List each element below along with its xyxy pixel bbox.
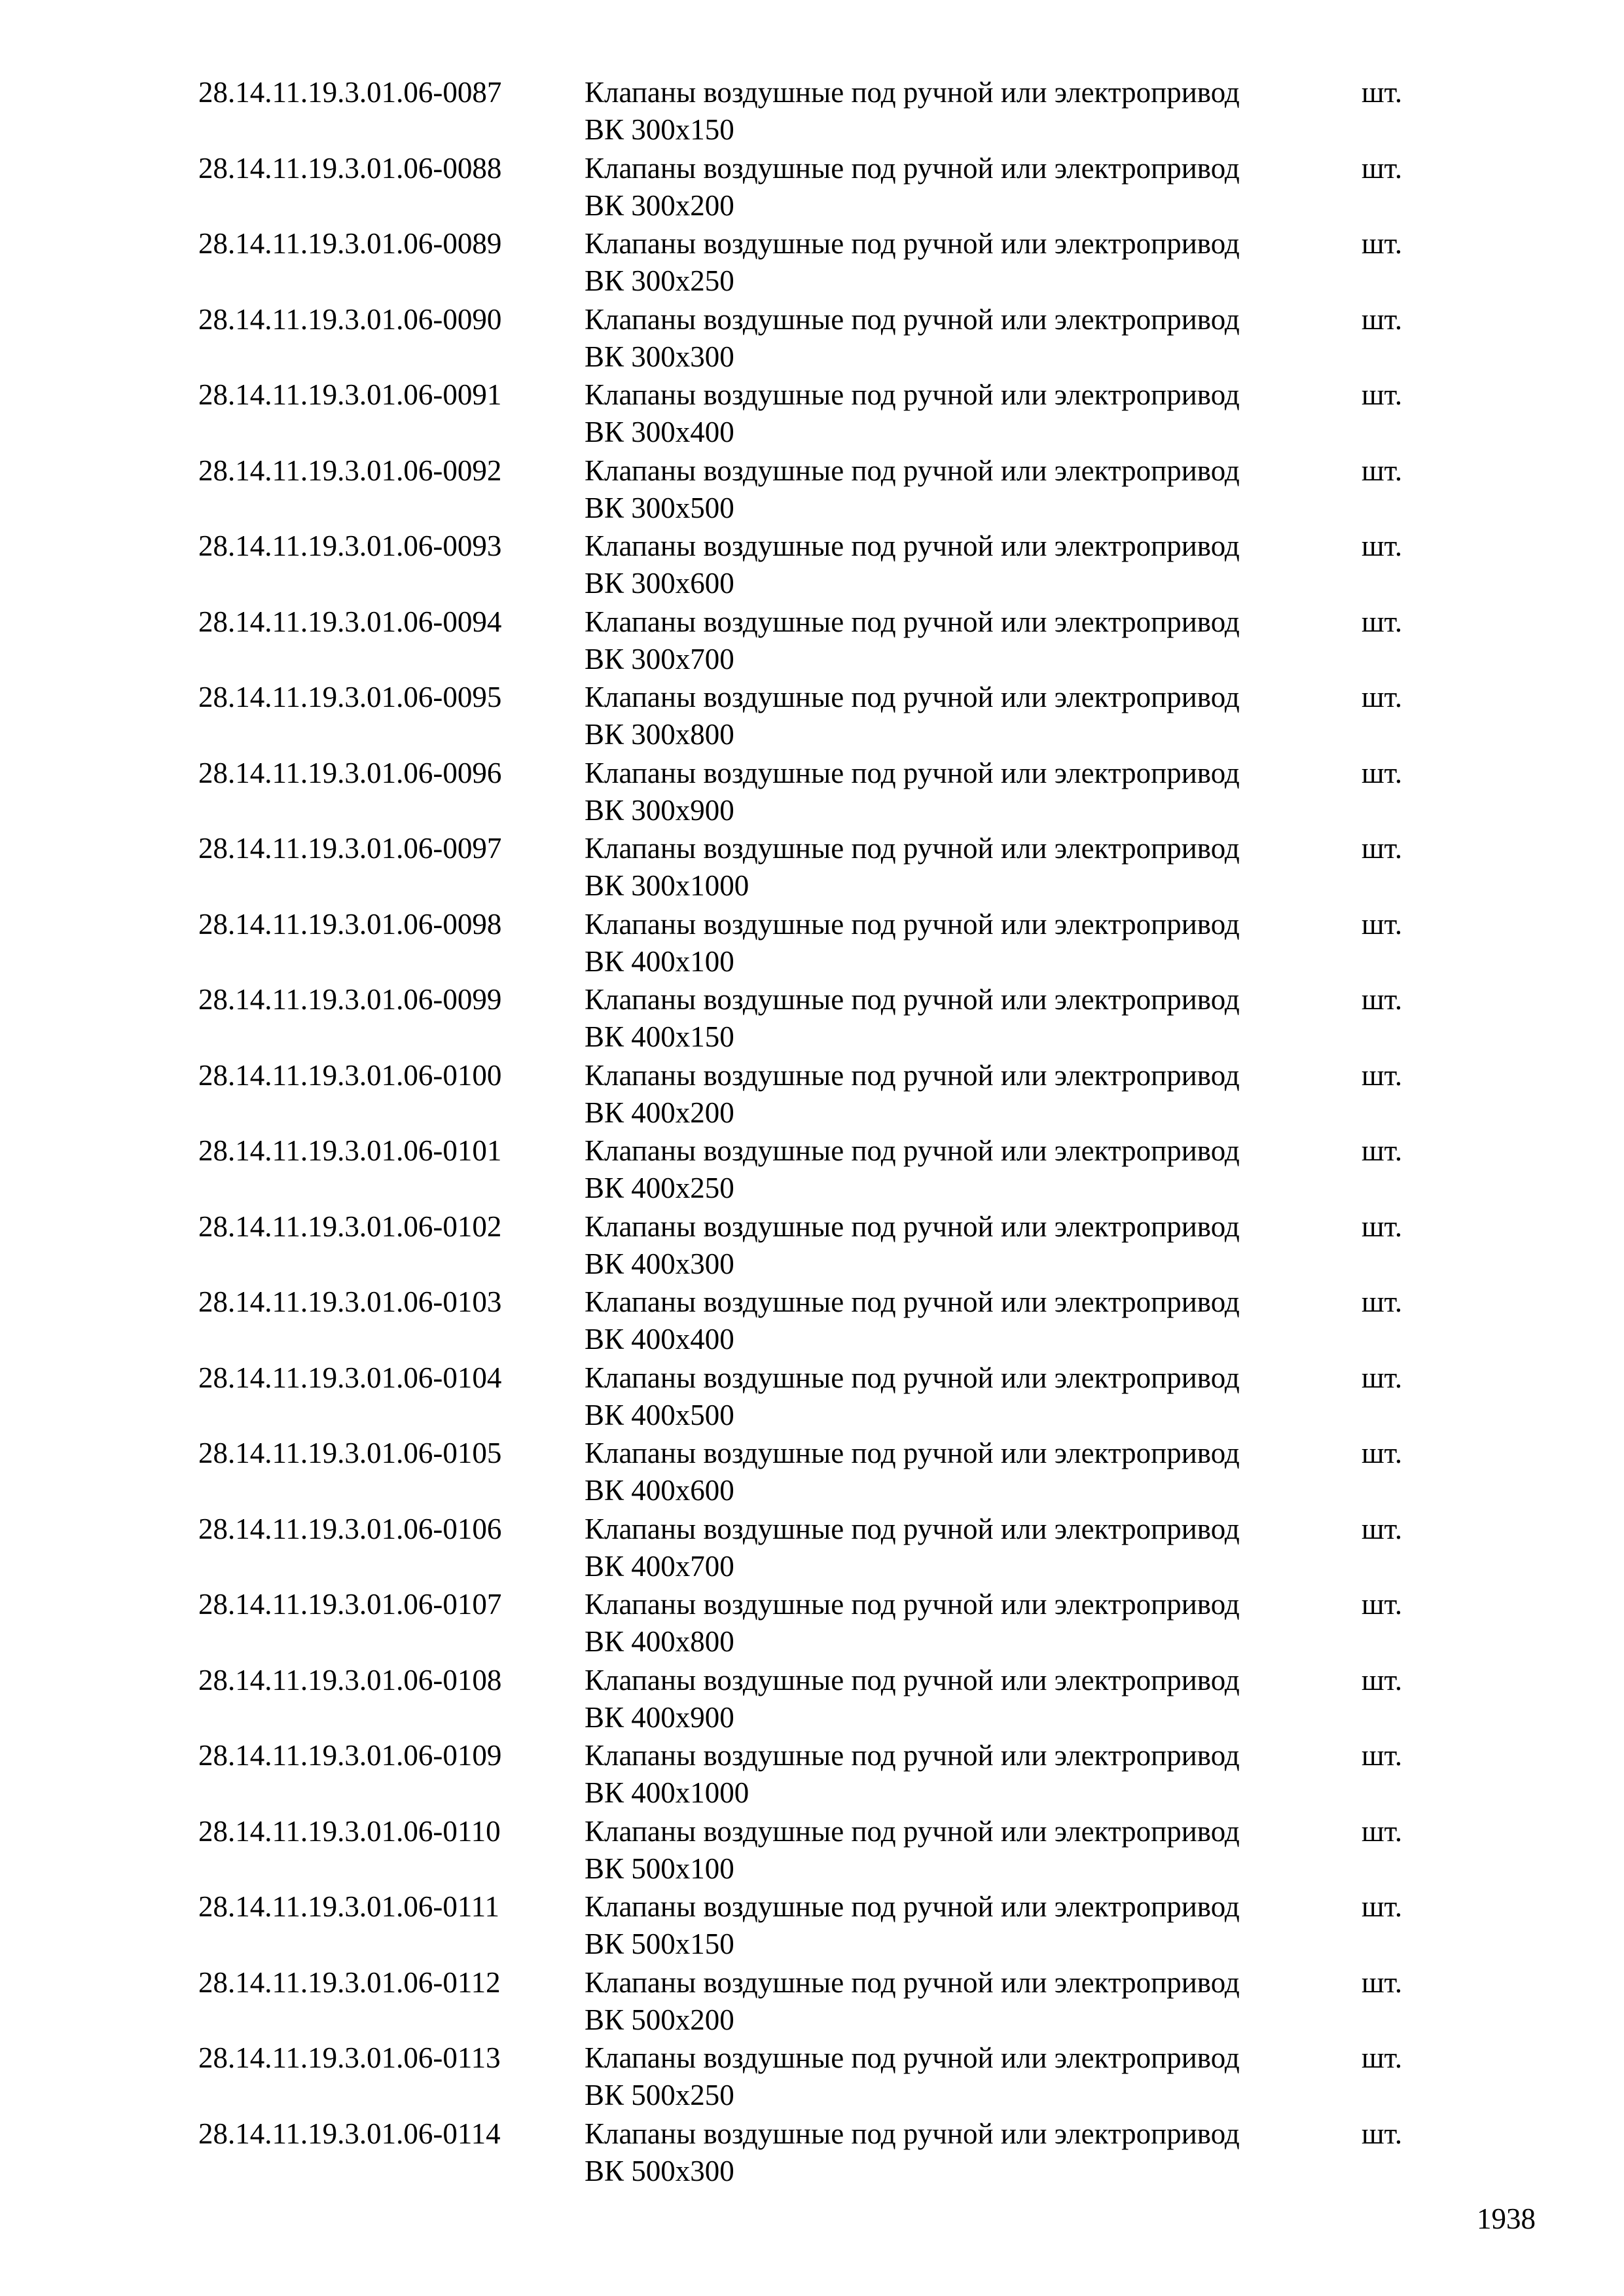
list-item [0,74,1624,150]
item-unit: шт. [1362,756,1403,789]
item-unit: шт. [1362,2041,1403,2074]
item-description [585,452,1240,527]
item-unit: шт. [1362,454,1403,487]
item-description [585,1737,1240,1812]
item-model: ВК 300х700 [585,642,734,675]
item-unit: шт. [1362,1588,1403,1621]
list-item [0,225,1624,301]
list-item [0,755,1624,831]
item-description [585,1283,1240,1358]
item-description-text: Клапаны воздушные под ручной или электропривод [585,454,1240,487]
list-item [0,1359,1624,1435]
item-unit: шт. [1362,1965,1403,1999]
list-item [0,906,1624,982]
item-unit: шт. [1362,151,1403,185]
item-model: ВК 300х600 [585,567,734,600]
item-code: 28.14.11.19.3.01.06-0101 [198,1134,502,1167]
item-unit: шт. [1362,1739,1403,1772]
item-code: 28.14.11.19.3.01.06-0107 [198,1588,502,1621]
item-description-text: Клапаны воздушные под ручной или электропривод [585,1739,1240,1772]
list-item [0,1737,1624,1813]
item-code: 28.14.11.19.3.01.06-0113 [198,2041,501,2074]
item-unit: шт. [1362,302,1403,336]
list-item [0,679,1624,755]
item-code: 28.14.11.19.3.01.06-0102 [198,1210,502,1243]
item-model: ВК 300х200 [585,188,734,222]
item-description [585,74,1240,149]
list-item [0,1511,1624,1587]
item-code: 28.14.11.19.3.01.06-0090 [198,302,502,336]
item-unit: шт. [1362,1663,1403,1696]
list-item [0,301,1624,377]
item-description [585,906,1240,980]
list-item [0,1662,1624,1738]
item-description-text: Клапаны воздушные под ручной или электропривод [585,907,1240,941]
item-code: 28.14.11.19.3.01.06-0109 [198,1739,502,1772]
item-code: 28.14.11.19.3.01.06-0089 [198,227,502,260]
item-unit: шт. [1362,605,1403,638]
item-description [585,1435,1240,1509]
item-description-text: Клапаны воздушные под ручной или электропривод [585,1512,1240,1545]
item-description [585,603,1240,678]
item-description-text: Клапаны воздушные под ручной или электропривод [585,1134,1240,1167]
list-item [0,528,1624,603]
item-description [585,755,1240,829]
item-code: 28.14.11.19.3.01.06-0112 [198,1965,501,1999]
item-model: ВК 300х500 [585,491,734,524]
item-description [585,1132,1240,1207]
item-description [585,830,1240,905]
item-code: 28.14.11.19.3.01.06-0087 [198,76,502,109]
item-unit: шт. [1362,1210,1403,1243]
resource-list [0,74,1624,2191]
item-description-text: Клапаны воздушные под ручной или электропривод [585,681,1240,713]
item-description-text: Клапаны воздушные под ручной или электропривод [585,529,1240,562]
list-item [0,1435,1624,1511]
item-code: 28.14.11.19.3.01.06-0097 [198,832,502,865]
item-model: ВК 400х900 [585,1700,734,1734]
item-unit: шт. [1362,1058,1403,1092]
item-model: ВК 400х200 [585,1096,734,1129]
item-description [585,301,1240,376]
item-unit: шт. [1362,907,1403,941]
item-model: ВК 400х500 [585,1398,734,1431]
list-item [0,1283,1624,1359]
item-description-text: Клапаны воздушные под ручной или электропривод [585,1663,1240,1696]
item-model: ВК 300х250 [585,264,734,297]
item-code: 28.14.11.19.3.01.06-0105 [198,1437,502,1469]
item-unit: шт. [1362,76,1403,109]
item-model: ВК 400х250 [585,1172,734,1204]
list-item [0,150,1624,226]
item-code: 28.14.11.19.3.01.06-0108 [198,1663,502,1696]
item-description-text: Клапаны воздушные под ручной или электропривод [585,151,1240,185]
item-unit: шт. [1362,2117,1403,2150]
item-description [585,1813,1240,1888]
list-item [0,376,1624,452]
list-item [0,1057,1624,1133]
item-unit: шт. [1362,681,1403,713]
item-code: 28.14.11.19.3.01.06-0098 [198,907,502,941]
item-unit: шт. [1362,1814,1403,1848]
item-description-text: Клапаны воздушные под ручной или электропривод [585,605,1240,638]
item-description [585,1662,1240,1736]
item-code: 28.14.11.19.3.01.06-0114 [198,2117,501,2150]
list-item [0,830,1624,906]
item-model: ВК 400х150 [585,1020,734,1053]
item-model: ВК 300х150 [585,113,734,146]
item-description-text: Клапаны воздушные под ручной или электропривод [585,1361,1240,1394]
item-code: 28.14.11.19.3.01.06-0093 [198,529,502,562]
item-description [585,981,1240,1056]
item-description [585,2039,1240,2114]
item-description-text: Клапаны воздушные под ручной или электропривод [585,983,1240,1016]
item-model: ВК 300х400 [585,416,734,448]
item-description-text: Клапаны воздушные под ручной или электропривод [585,378,1240,411]
item-model: ВК 300х900 [585,793,734,827]
item-description-text: Клапаны воздушные под ручной или электропривод [585,1814,1240,1848]
item-model: ВК 300х1000 [585,869,749,902]
item-description-text: Клапаны воздушные под ручной или электропривод [585,1890,1240,1923]
item-unit: шт. [1362,1437,1403,1469]
item-unit: шт. [1362,1134,1403,1167]
item-description [585,1888,1240,1963]
item-model: ВК 400х400 [585,1323,734,1355]
item-description [585,1586,1240,1660]
item-description [585,225,1240,300]
list-item [0,1208,1624,1284]
item-description-text: Клапаны воздушные под ручной или электропривод [585,1588,1240,1621]
item-unit: шт. [1362,1512,1403,1545]
item-model: ВК 400х300 [585,1247,734,1280]
item-code: 28.14.11.19.3.01.06-0110 [198,1814,501,1848]
item-description-text: Клапаны воздушные под ручной или электропривод [585,2041,1240,2074]
item-code: 28.14.11.19.3.01.06-0096 [198,756,502,789]
item-model: ВК 300х800 [585,718,734,751]
item-code: 28.14.11.19.3.01.06-0099 [198,983,502,1016]
item-description-text: Клапаны воздушные под ручной или электропривод [585,1058,1240,1092]
list-item [0,1888,1624,1964]
item-code: 28.14.11.19.3.01.06-0094 [198,605,502,638]
item-unit: шт. [1362,832,1403,865]
item-code: 28.14.11.19.3.01.06-0111 [198,1890,499,1923]
item-unit: шт. [1362,378,1403,411]
item-description [585,1511,1240,1585]
item-description [585,528,1240,602]
item-model: ВК 400х800 [585,1625,734,1658]
list-item [0,2115,1624,2191]
item-description [585,1964,1240,2039]
item-model: ВК 400х100 [585,944,734,978]
list-item [0,1964,1624,2040]
item-model: ВК 400х600 [585,1474,734,1507]
item-description-text: Клапаны воздушные под ручной или электропривод [585,756,1240,789]
list-item [0,603,1624,679]
item-unit: шт. [1362,983,1403,1016]
item-code: 28.14.11.19.3.01.06-0095 [198,681,502,713]
item-description-text: Клапаны воздушные под ручной или электропривод [585,1437,1240,1469]
list-item [0,2039,1624,2115]
item-description [585,679,1240,753]
page-number: 1938 [1477,2202,1536,2235]
item-model: ВК 500х150 [585,1928,734,1960]
item-description-text: Клапаны воздушные под ручной или электропривод [585,2117,1240,2150]
item-description [585,2115,1240,2190]
item-code: 28.14.11.19.3.01.06-0088 [198,151,502,185]
item-description-text: Клапаны воздушные под ручной или электропривод [585,76,1240,109]
item-description [585,150,1240,224]
item-code: 28.14.11.19.3.01.06-0100 [198,1058,502,1092]
item-description [585,376,1240,451]
item-description-text: Клапаны воздушные под ручной или электропривод [585,1285,1240,1318]
item-description-text: Клапаны воздушные под ручной или электропривод [585,832,1240,865]
item-description [585,1359,1240,1434]
item-model: ВК 500х200 [585,2003,734,2036]
item-unit: шт. [1362,1285,1403,1318]
item-unit: шт. [1362,1361,1403,1394]
item-unit: шт. [1362,529,1403,562]
item-model: ВК 400х700 [585,1549,734,1583]
item-code: 28.14.11.19.3.01.06-0103 [198,1285,502,1318]
list-item [0,1586,1624,1662]
list-item [0,1132,1624,1208]
item-model: ВК 500х100 [585,1852,734,1885]
item-description-text: Клапаны воздушные под ручной или электропривод [585,227,1240,260]
list-item [0,1813,1624,1889]
item-description-text: Клапаны воздушные под ручной или электропривод [585,1210,1240,1243]
item-unit: шт. [1362,227,1403,260]
item-description [585,1208,1240,1283]
item-description [585,1057,1240,1132]
item-description-text: Клапаны воздушные под ручной или электропривод [585,302,1240,336]
item-model: ВК 500х300 [585,2154,734,2187]
item-model: ВК 500х250 [585,2079,734,2111]
item-code: 28.14.11.19.3.01.06-0091 [198,378,502,411]
item-code: 28.14.11.19.3.01.06-0092 [198,454,502,487]
item-code: 28.14.11.19.3.01.06-0106 [198,1512,502,1545]
item-code: 28.14.11.19.3.01.06-0104 [198,1361,502,1394]
list-item [0,981,1624,1057]
list-item [0,452,1624,528]
item-unit: шт. [1362,1890,1403,1923]
item-model: ВК 300х300 [585,340,734,373]
item-model: ВК 400х1000 [585,1776,749,1809]
item-description-text: Клапаны воздушные под ручной или электропривод [585,1965,1240,1999]
